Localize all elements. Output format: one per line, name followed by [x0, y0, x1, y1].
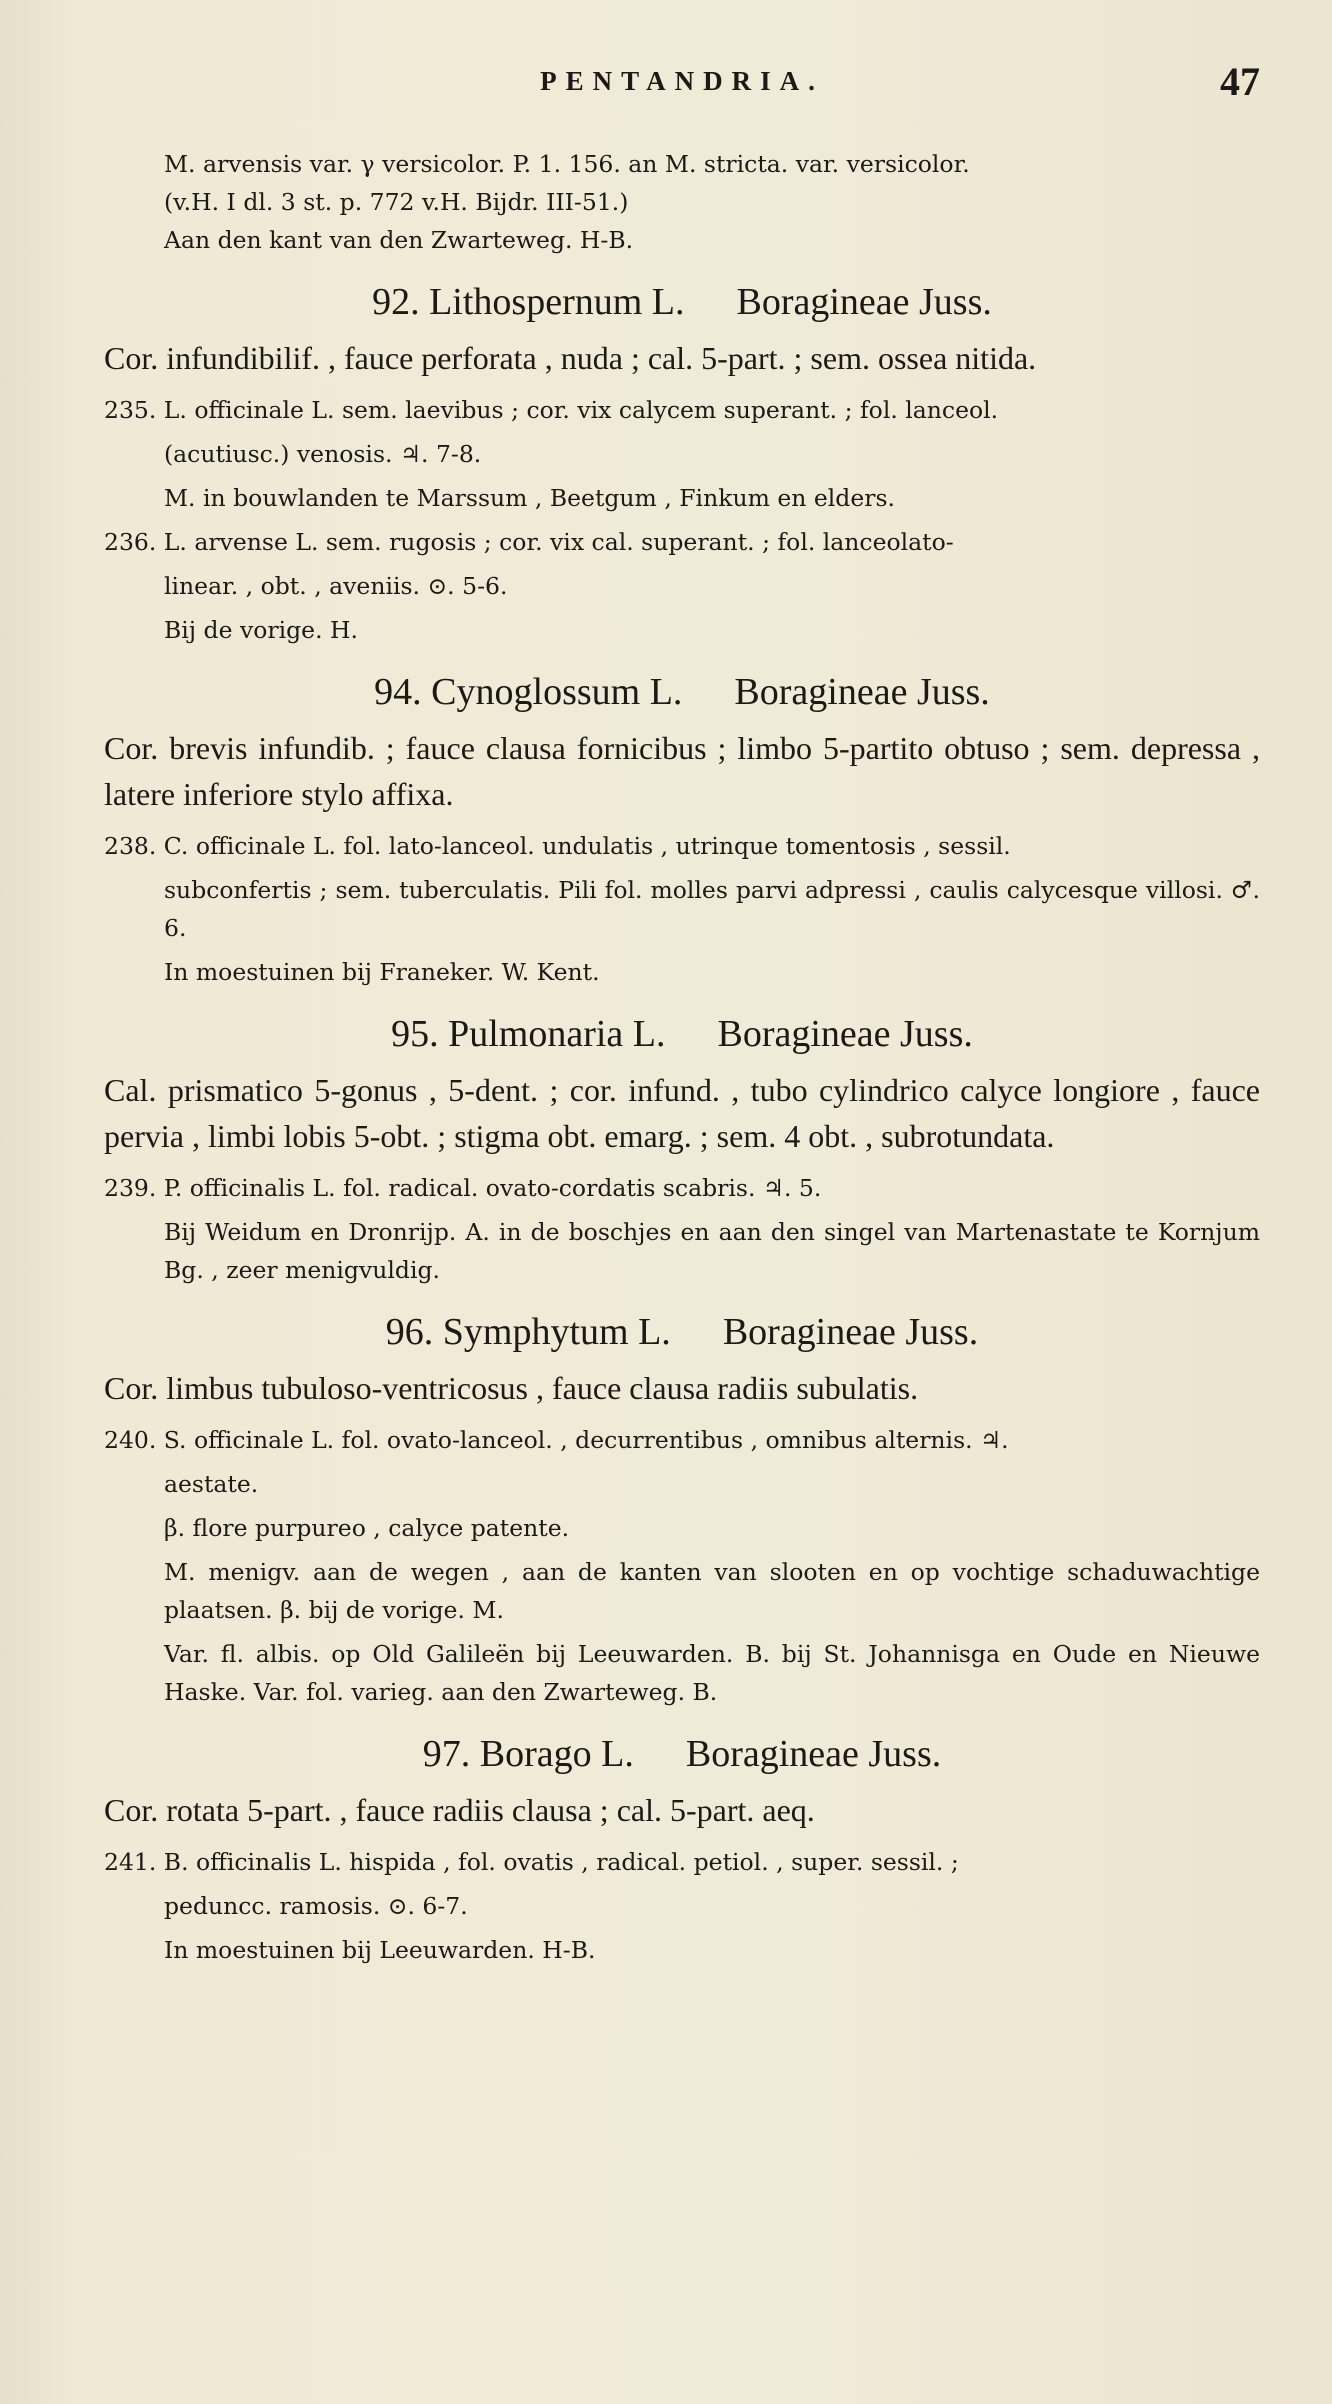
genus-description-92: Cor. infundibilif. , fauce perforata , nuda ; cal. 5-part. ; sem. ossea nitida.: [104, 340, 1037, 376]
species-240-line5: Var. fl. albis. op Old Galileën bij Leeuwarden. B. bij St. Johannisga en Oude en Nieuwe Haske. Var. fol. varieg. aan den Zwarteweg. B.: [164, 1640, 1260, 1706]
genus-heading-92: [104, 277, 1260, 327]
page-content: [104, 145, 1260, 1969]
genus-family: Boragineae Juss.: [722, 1311, 979, 1353]
genus-family: Boragineae Juss.: [736, 281, 992, 323]
genus-heading-96: [104, 1307, 1260, 1357]
species-235-line1: 235. L. officinale L. sem. laevibus ; cor. vix calycem superant. ; fol. lanceol.: [104, 396, 999, 424]
genus-title: 92. Lithospernum L.: [372, 281, 685, 323]
species-241-line3: In moestuinen bij Leeuwarden. H-B.: [164, 1936, 596, 1964]
species-238-line3: In moestuinen bij Franeker. W. Kent.: [164, 958, 600, 986]
arvensis-var-line2: (v.H. I dl. 3 st. p. 772 v.H. Bijdr. III-51.): [164, 188, 629, 216]
genus-description-96: Cor. limbus tubuloso-ventricosus , fauce clausa radiis subulatis.: [104, 1370, 919, 1406]
species-240-line2: aestate.: [164, 1470, 259, 1498]
genus-description-97: Cor. rotata 5-part. , fauce radiis clausa ; cal. 5-part. aeq.: [104, 1792, 815, 1828]
species-235-line3: M. in bouwlanden te Marssum , Beetgum , Finkum en elders.: [164, 484, 895, 512]
species-240-line3: β. flore purpureo , calyce patente.: [164, 1514, 570, 1542]
species-235-line2: (acutiusc.) venosis. ♃. 7-8.: [164, 440, 482, 468]
genus-title: 95. Pulmonaria L.: [391, 1013, 666, 1055]
page-number: 47: [1220, 59, 1260, 104]
genus-description-95: Cal. prismatico 5-gonus , 5-dent. ; cor. infund. , tubo cylindrico calyce longiore , fauce pervia , limbi lobis 5-obt. ; stigma obt. emarg. ; sem. 4 obt. , subrotundata.: [104, 1072, 1260, 1154]
species-240-line4: M. menigv. aan de wegen , aan de kanten van slooten en op vochtige schaduwachtige plaatsen. β. bij de vorige. M.: [164, 1558, 1260, 1624]
genus-description-94: Cor. brevis infundib. ; fauce clausa fornicibus ; limbo 5-partito obtuso ; sem. depressa , latere inferiore stylo affixa.: [104, 730, 1260, 812]
genus-heading-97: [104, 1729, 1260, 1779]
genus-family: Boragineae Juss.: [734, 671, 990, 713]
arvensis-var-line1: M. arvensis var. γ versicolor. P. 1. 156. an M. stricta. var. versicolor.: [164, 150, 970, 178]
genus-title: 94. Cynoglossum L.: [374, 671, 683, 713]
species-236-line1: 236. L. arvense L. sem. rugosis ; cor. vix cal. superant. ; fol. lanceolato-: [104, 528, 954, 556]
running-title: PENTANDRIA.: [540, 66, 824, 96]
genus-title: 97. Borago L.: [422, 1733, 634, 1775]
species-241-line1: 241. B. officinalis L. hispida , fol. ovatis , radical. petiol. , super. sessil. ;: [104, 1848, 959, 1876]
species-238-line1: 238. C. officinale L. fol. lato-lanceol. undulatis , utrinque tomentosis , sessil.: [104, 832, 1011, 860]
genus-family: Boragineae Juss.: [685, 1733, 942, 1775]
page-header: [104, 58, 1260, 108]
species-239-line1: 239. P. officinalis L. fol. radical. ovato-cordatis scabris. ♃. 5.: [104, 1174, 822, 1202]
species-236-line2: linear. , obt. , aveniis. ⊙. 5-6.: [164, 572, 508, 600]
genus-heading-94: [104, 667, 1260, 717]
species-238-line2: subconfertis ; sem. tuberculatis. Pili fol. molles parvi adpressi , caulis calycesque villosi. ♂. 6.: [164, 876, 1260, 942]
species-240-line1: 240. S. officinale L. fol. ovato-lanceol. , decurrentibus , omnibus alternis. ♃.: [104, 1426, 1009, 1454]
species-236-line3: Bij de vorige. H.: [164, 616, 358, 644]
genus-heading-95: [104, 1009, 1260, 1059]
genus-family: Boragineae Juss.: [717, 1013, 973, 1055]
arvensis-var-line3: Aan den kant van den Zwarteweg. H-B.: [164, 226, 634, 254]
species-241-line2: peduncc. ramosis. ⊙. 6-7.: [164, 1892, 468, 1920]
genus-title: 96. Symphytum L.: [385, 1311, 671, 1353]
species-239-line2: Bij Weidum en Dronrijp. A. in de boschjes en aan den singel van Martenastate te Kornjum Bg. , zeer menigvuldig.: [164, 1218, 1260, 1284]
